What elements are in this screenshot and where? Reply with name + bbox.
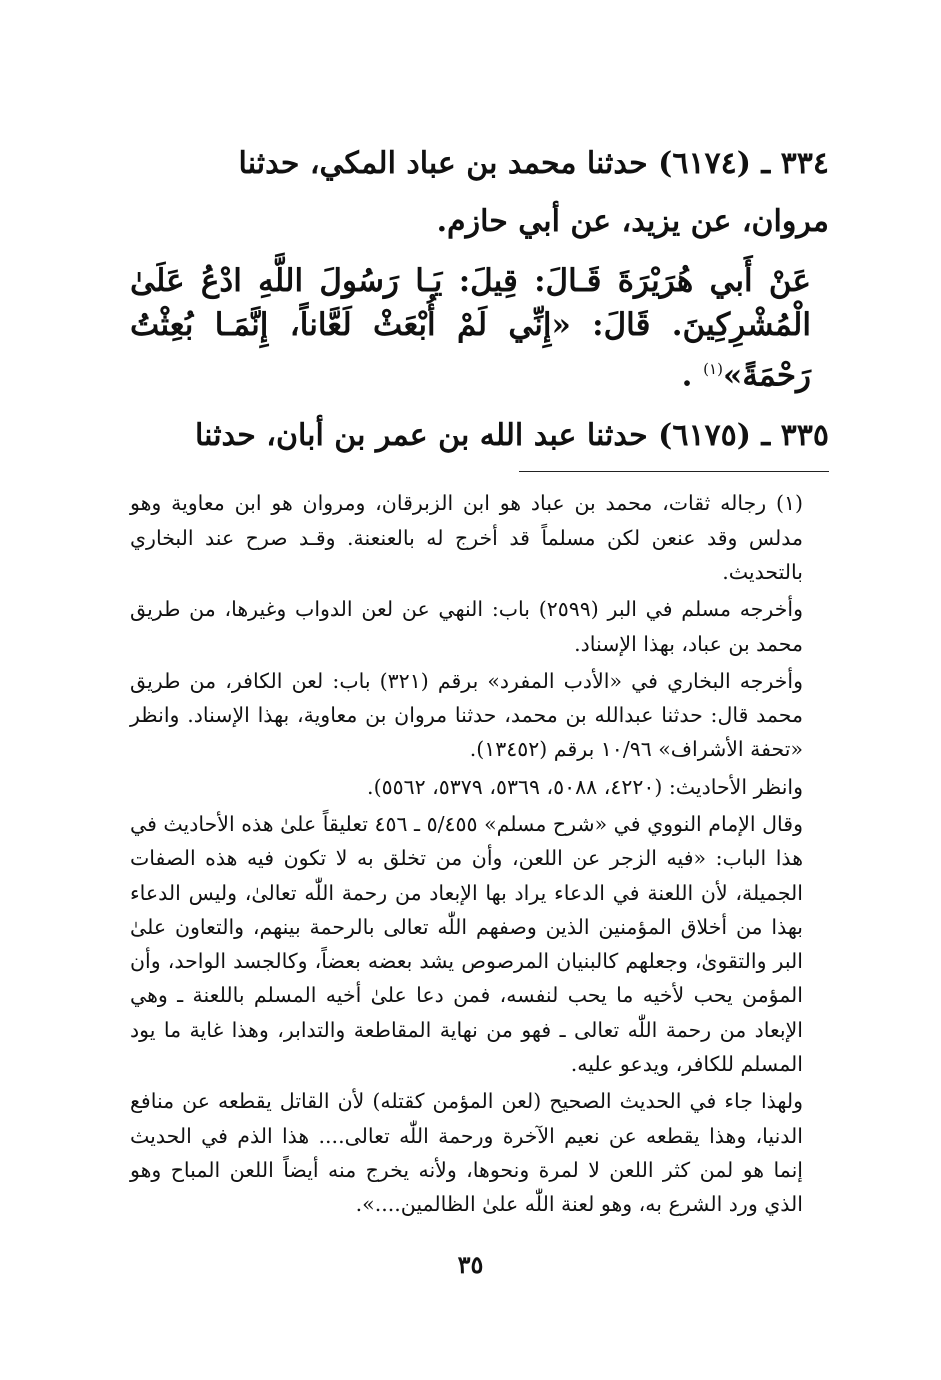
footnote-divider	[519, 471, 829, 472]
hadith-334-matn-end: .	[681, 357, 693, 394]
footnote-sahih-hadith: ولهذا جاء في الحديث الصحيح (لعن المؤمن كقتله) لأن القاتل يقطعه عن منافع الدنيا، وهذا يقطعه عن نعيم الآخرة ورحمة اللّٰه تعالى.... هذا الذم في الحديث إنما هو لمن كثر اللعن لا لمرة ونحوها، ولأنه يخرج منه أيضاً اللعن المباح وهو الذي ورد الشرع به، وهو لعنة اللّٰه علىٰ الظالمين....».	[130, 1089, 803, 1217]
hadith-335-isnad-line1: ٣٣٥ ـ (٦١٧٥) حدثنا عبد الله بن عمر بن أبان، حدثنا	[195, 418, 829, 454]
footnote-1: (١) رجاله ثقات، محمد بن عباد هو ابن الزبرقان، ومروان هو ابن معاوية وهو مدلس وقد عنعن لكن مسلماً قد أخرج له بالعنعنة. وقـد صرح عند البخاري بالتحديث.	[130, 491, 803, 584]
hadith-334-matn	[130, 259, 829, 397]
footnote-bukhari: وأخرجه البخاري في «الأدب المفرد» برقم (٣٢١) باب: لعن الكافر، من طريق محمد قال: حدثنا عبدالله بن محمد، حدثنا مروان بن معاوية، بهذا الإسناد. وانظر «تحفة الأشراف» ١٠/٩٦ برقم (١٣٤٥٢).	[130, 668, 803, 762]
hadith-334-matn-text: عَنْ أَبي هُرَيْرَةَ قَـالَ: قِيلَ: يَـا رَسُولَ اللَّهِ ادْعُ عَلَىٰ الْمُشْرِكِينَ. قَالَ: «إِنِّي لَمْ أُبْعَثْ لَعَّاناً، إِنَّمَـا بُعِثْتُ رَحْمَةً»	[130, 263, 811, 394]
footnote-see-ahadith: وانظر الأحاديث: (٤٢٢٠، ٥٠٨٨، ٥٣٦٩، ٥٣٧٩، ٥٥٦٢).	[367, 774, 803, 799]
footnotes-section	[130, 486, 829, 1221]
footnote-muslim: وأخرجه مسلم في البر (٢٥٩٩) باب: النهي عن لعن الدواب وغيرها، من طريق محمد بن عباد، بهذا الإسناد.	[130, 597, 803, 656]
hadith-334-isnad-line2: مروان، عن يزيد، عن أبي حازم.	[436, 204, 829, 239]
hadith-334-isnad-line1: ٣٣٤ ـ (٦١٧٤) حدثنا محمد بن عباد المكي، حدثنا	[238, 146, 829, 181]
footnote-nawawi: وقال الإمام النووي في «شرح مسلم» ٥/٤٥٥ ـ ٤٥٦ تعليقاً علىٰ هذه الأحاديث في هذا الباب: «فيه الزجر عن اللعن، وأن من تخلق به لا تكون فيه هذه الصفات الجميلة، لأن اللعنة في الدعاء يراد بها الإبعاد من رحمة اللّٰه تعالىٰ، وليس الدعاء بهذا من أخلاق المؤمنين الذين وصفهم اللّٰه تعالى بالرحمة بينهم، والتعاون علىٰ البر والتقوىٰ، وجعلهم كالبنيان المرصوص يشد بعضه بعضاً، وكالجسد الواحد، وأن المؤمن يحب لأخيه ما يحب لنفسه، فمن دعا علىٰ أخيه المسلم باللعنة ـ وهي الإبعاد من رحمة اللّٰه تعالى ـ فهو من نهاية المقاطعة والتدابر، وهذا غاية ما يود المسلم للكافر، ويدعو عليه.	[130, 812, 803, 1077]
footnote-marker[interactable]: (١)	[703, 360, 723, 378]
page-number: ٣٥	[457, 1250, 484, 1279]
